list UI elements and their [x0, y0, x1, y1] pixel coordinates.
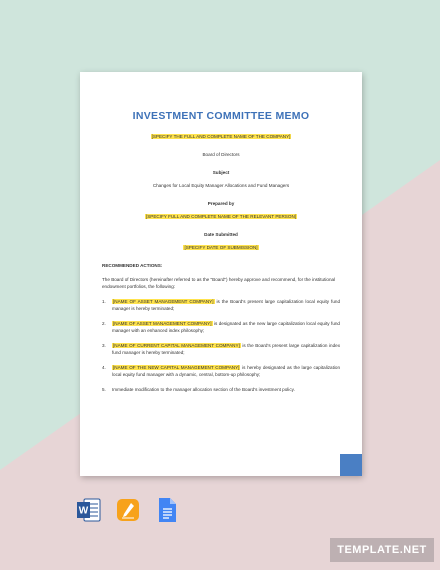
- company-line: [102, 134, 340, 139]
- date-placeholder: [SPECIFY DATE OF SUBMISSION]: [184, 245, 258, 250]
- memo-document: [80, 72, 362, 476]
- subject-text: Changes for Local Equity Manager Allocations and Fund Managers: [152, 183, 290, 188]
- list-item: [102, 298, 340, 312]
- subject-label: Subject: [212, 170, 230, 175]
- date-label: Date Submitted: [204, 232, 238, 237]
- svg-text:W: W: [78, 505, 89, 517]
- list-number: 5.: [102, 387, 106, 392]
- word-icon[interactable]: [77, 497, 101, 523]
- list-number: 1.: [102, 299, 106, 304]
- item-text: is the Board's present large capitalization index fund manager is hereby terminated;: [112, 343, 340, 355]
- board-line: Board of Directors: [202, 152, 240, 157]
- list-item: [102, 342, 340, 356]
- actions-list: [102, 298, 340, 393]
- prepared-label: Prepared by: [207, 201, 235, 206]
- actions-heading: RECOMMENDED ACTIONS:: [102, 263, 163, 268]
- intro-paragraph: The Board of Directors (hereinafter referred to as the "Board") hereby approve and recommend, for the institutional endowment portfolios, the following:: [102, 277, 336, 289]
- memo-title: INVESTMENT COMMITTEE MEMO: [132, 110, 310, 122]
- list-item: [102, 386, 340, 393]
- list-number: 4.: [102, 365, 106, 370]
- list-text: [112, 364, 340, 378]
- item-text: Immediate modification to the manager allocation section of the Board's investment policy.: [112, 387, 295, 392]
- brand-badge: TEMPLATE.NET: [330, 538, 434, 562]
- list-text: [112, 320, 340, 334]
- item-placeholder: [NAME OF THE NEW CAPITAL MANAGEMENT COMPANY]: [113, 365, 240, 370]
- prepared-line: [102, 214, 340, 219]
- prepared-placeholder: [SPECIFY FULL AND COMPLETE NAME OF THE RELEVANT PERSON]: [145, 214, 297, 219]
- list-number: 3.: [102, 343, 106, 348]
- app-icons: [77, 497, 179, 523]
- item-text: is designated as the new large capitalization local equity fund manager with an enhanced index philosophy;: [112, 321, 340, 333]
- list-item: [102, 364, 340, 378]
- pages-icon[interactable]: [116, 497, 140, 523]
- item-placeholder: [NAME OF ASSET MANAGEMENT COMPANY]: [113, 321, 212, 326]
- list-number: 2.: [102, 321, 106, 326]
- date-line: [102, 245, 340, 250]
- item-placeholder: [NAME OF CURRENT CAPITAL MANAGEMENT COMPANY]: [113, 343, 240, 348]
- item-placeholder: [NAME OF ASSET MANAGEMENT COMPANY]: [113, 299, 214, 304]
- google-docs-icon[interactable]: [155, 497, 179, 523]
- corner-accent: [340, 454, 362, 476]
- item-text: is the Board's present large capitalization local equity fund manager is hereby terminated;: [112, 299, 340, 311]
- company-placeholder: [SPECIFY THE FULL AND COMPLETE NAME OF THE COMPANY]: [151, 134, 291, 139]
- item-text: is hereby designated as the large capitalization local equity fund manager with a dynamic, central, bottom-up philosophy;: [112, 365, 340, 377]
- list-text: [112, 298, 340, 312]
- list-item: [102, 320, 340, 334]
- list-text: [112, 342, 340, 356]
